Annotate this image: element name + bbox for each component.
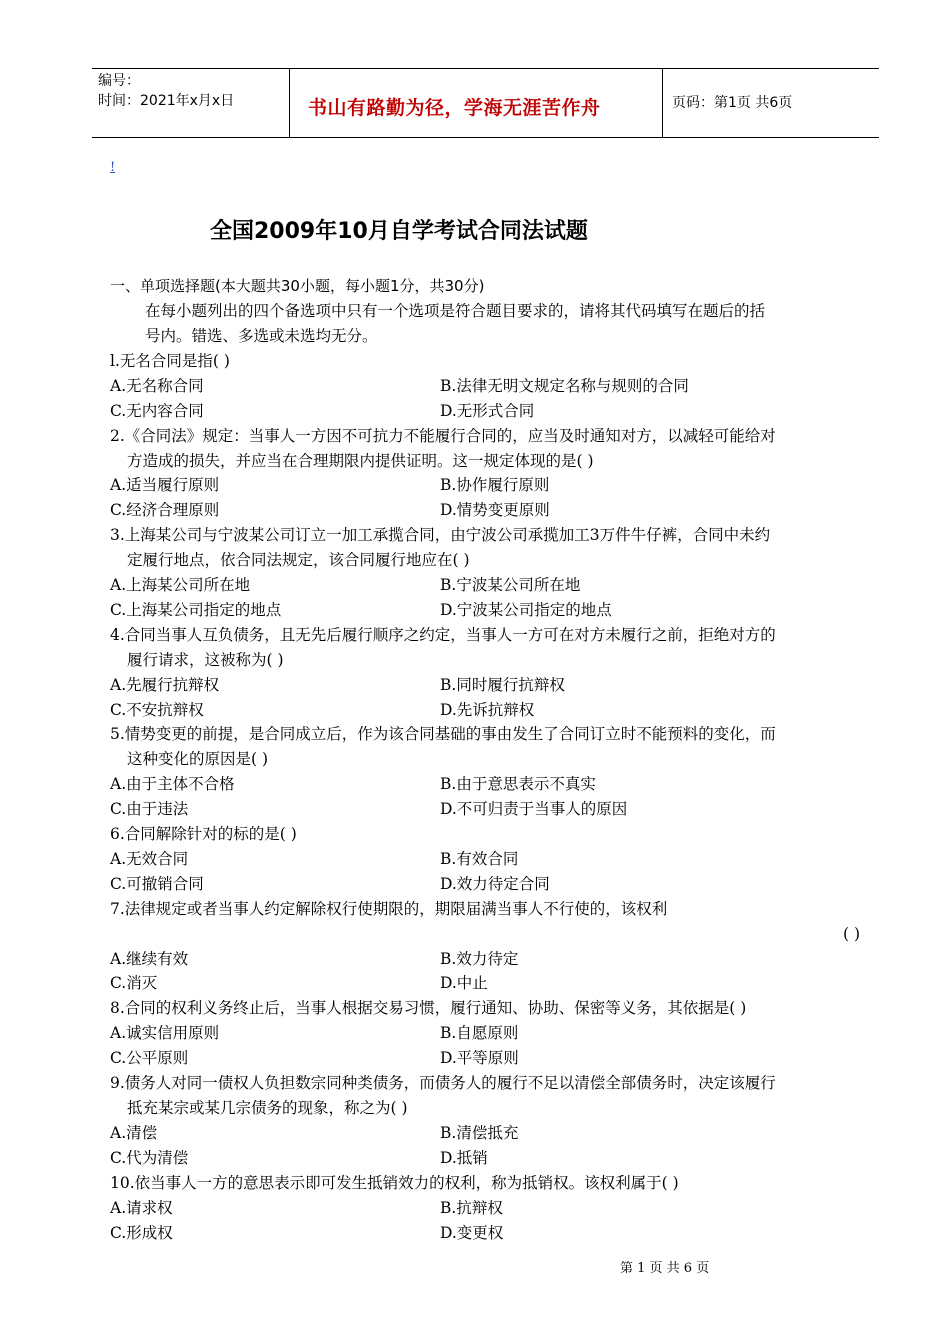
section-instruction: 号内。错选、多选或未选均无分。 — [145, 327, 378, 345]
option-b: B.抗辩权 — [440, 1199, 503, 1217]
option-c: C.代为清偿 — [110, 1149, 189, 1167]
question-stem: 定履行地点，依合同法规定，该合同履行地应在( ) — [127, 551, 470, 569]
option-c: C.形成权 — [110, 1224, 173, 1242]
option-a: A.清偿 — [110, 1124, 158, 1142]
option-c: C.由于违法 — [110, 800, 189, 818]
section-instruction: 在每小题列出的四个备选项中只有一个选项是符合题目要求的，请将其代码填写在题后的括 — [145, 302, 766, 320]
option-d: D.变更权 — [440, 1224, 504, 1242]
option-d: D.无形式合同 — [440, 402, 535, 420]
option-d: D.中止 — [440, 974, 488, 992]
header-divider — [289, 69, 290, 137]
option-b: B.同时履行抗辩权 — [440, 676, 565, 694]
question-stem: 8.合同的权利义务终止后，当事人根据交易习惯，履行通知、协助、保密等义务，其依据是( ) — [110, 999, 747, 1017]
option-b: B.有效合同 — [440, 850, 519, 868]
section-heading: 一、单项选择题(本大题共30小题，每小题1分，共30分) — [110, 277, 485, 295]
option-b: B.自愿原则 — [440, 1024, 519, 1042]
page-footer: 第 1 页 共 6 页 — [620, 1261, 710, 1276]
option-d: D.抵销 — [440, 1149, 488, 1167]
header-divider — [662, 69, 663, 137]
time-label: 时间：2021年x月x日 — [98, 93, 235, 109]
question-stem: 7.法律规定或者当事人约定解除权行使期限的，期限届满当事人不行使的，该权利 — [110, 900, 668, 918]
option-a: A.请求权 — [110, 1199, 173, 1217]
option-d: D.先诉抗辩权 — [440, 701, 535, 719]
option-d: D.不可归责于当事人的原因 — [440, 800, 628, 818]
option-b: B.清偿抵充 — [440, 1124, 519, 1142]
option-c: C.不安抗辩权 — [110, 701, 204, 719]
option-c: C.公平原则 — [110, 1049, 189, 1067]
answer-bracket: ( ) — [842, 925, 860, 943]
option-c: C.无内容合同 — [110, 402, 204, 420]
option-b: B.协作履行原则 — [440, 476, 550, 494]
option-b: B.由于意思表示不真实 — [440, 775, 596, 793]
question-stem: 3.上海某公司与宁波某公司订立一加工承揽合同，由宁波公司承揽加工3万件牛仔裤，合同中未约 — [110, 526, 771, 544]
question-stem: l.无名合同是指( ) — [110, 352, 230, 370]
question-stem: 5.情势变更的前提，是合同成立后，作为该合同基础的事由发生了合同订立时不能预料的变化，而 — [110, 725, 776, 743]
option-c: C.经济合理原则 — [110, 501, 220, 519]
option-d: D.平等原则 — [440, 1049, 519, 1067]
option-d: D.宁波某公司指定的地点 — [440, 601, 612, 619]
page-header — [92, 68, 879, 138]
option-a: A.无名称合同 — [110, 377, 204, 395]
document-title: 全国2009年10月自学考试合同法试题 — [210, 219, 588, 244]
option-a: A.诚实信用原则 — [110, 1024, 220, 1042]
option-a: A.继续有效 — [110, 950, 189, 968]
option-b: B.宁波某公司所在地 — [440, 576, 581, 594]
question-stem: 10.依当事人一方的意思表示即可发生抵销效力的权利，称为抵销权。该权利属于( ) — [110, 1174, 679, 1192]
link-mark[interactable]: ! — [110, 160, 116, 175]
question-stem: 方造成的损失，并应当在合理期限内提供证明。这一规定体现的是( ) — [127, 452, 594, 470]
option-a: A.无效合同 — [110, 850, 189, 868]
question-stem: 9.债务人对同一债权人负担数宗同种类债务，而债务人的履行不足以清偿全部债务时，决定该履行 — [110, 1074, 776, 1092]
option-c: C.可撤销合同 — [110, 875, 204, 893]
question-stem: 6.合同解除针对的标的是( ) — [110, 825, 297, 843]
question-stem: 抵充某宗或某几宗债务的现象，称之为( ) — [127, 1099, 408, 1117]
option-d: D.情势变更原则 — [440, 501, 550, 519]
header-motto: 书山有路勤为径，学海无涯苦作舟 — [308, 97, 601, 119]
question-stem: 2.《合同法》规定：当事人一方因不可抗力不能履行合同的，应当及时通知对方，以减轻可能给对 — [110, 427, 776, 445]
page-label: 页码：第1页 共6页 — [672, 95, 793, 111]
option-c: C.消灭 — [110, 974, 158, 992]
option-b: B.效力待定 — [440, 950, 519, 968]
question-stem: 4.合同当事人互负债务，且无先后履行顺序之约定，当事人一方可在对方未履行之前，拒绝对方的 — [110, 626, 776, 644]
option-a: A.适当履行原则 — [110, 476, 220, 494]
question-stem: 这种变化的原因是( ) — [127, 750, 269, 768]
option-a: A.先履行抗辩权 — [110, 676, 220, 694]
number-label: 编号： — [98, 73, 140, 89]
option-a: A.由于主体不合格 — [110, 775, 235, 793]
option-a: A.上海某公司所在地 — [110, 576, 251, 594]
question-stem: 履行请求，这被称为( ) — [127, 651, 284, 669]
option-c: C.上海某公司指定的地点 — [110, 601, 282, 619]
option-d: D.效力待定合同 — [440, 875, 550, 893]
option-b: B.法律无明文规定名称与规则的合同 — [440, 377, 689, 395]
